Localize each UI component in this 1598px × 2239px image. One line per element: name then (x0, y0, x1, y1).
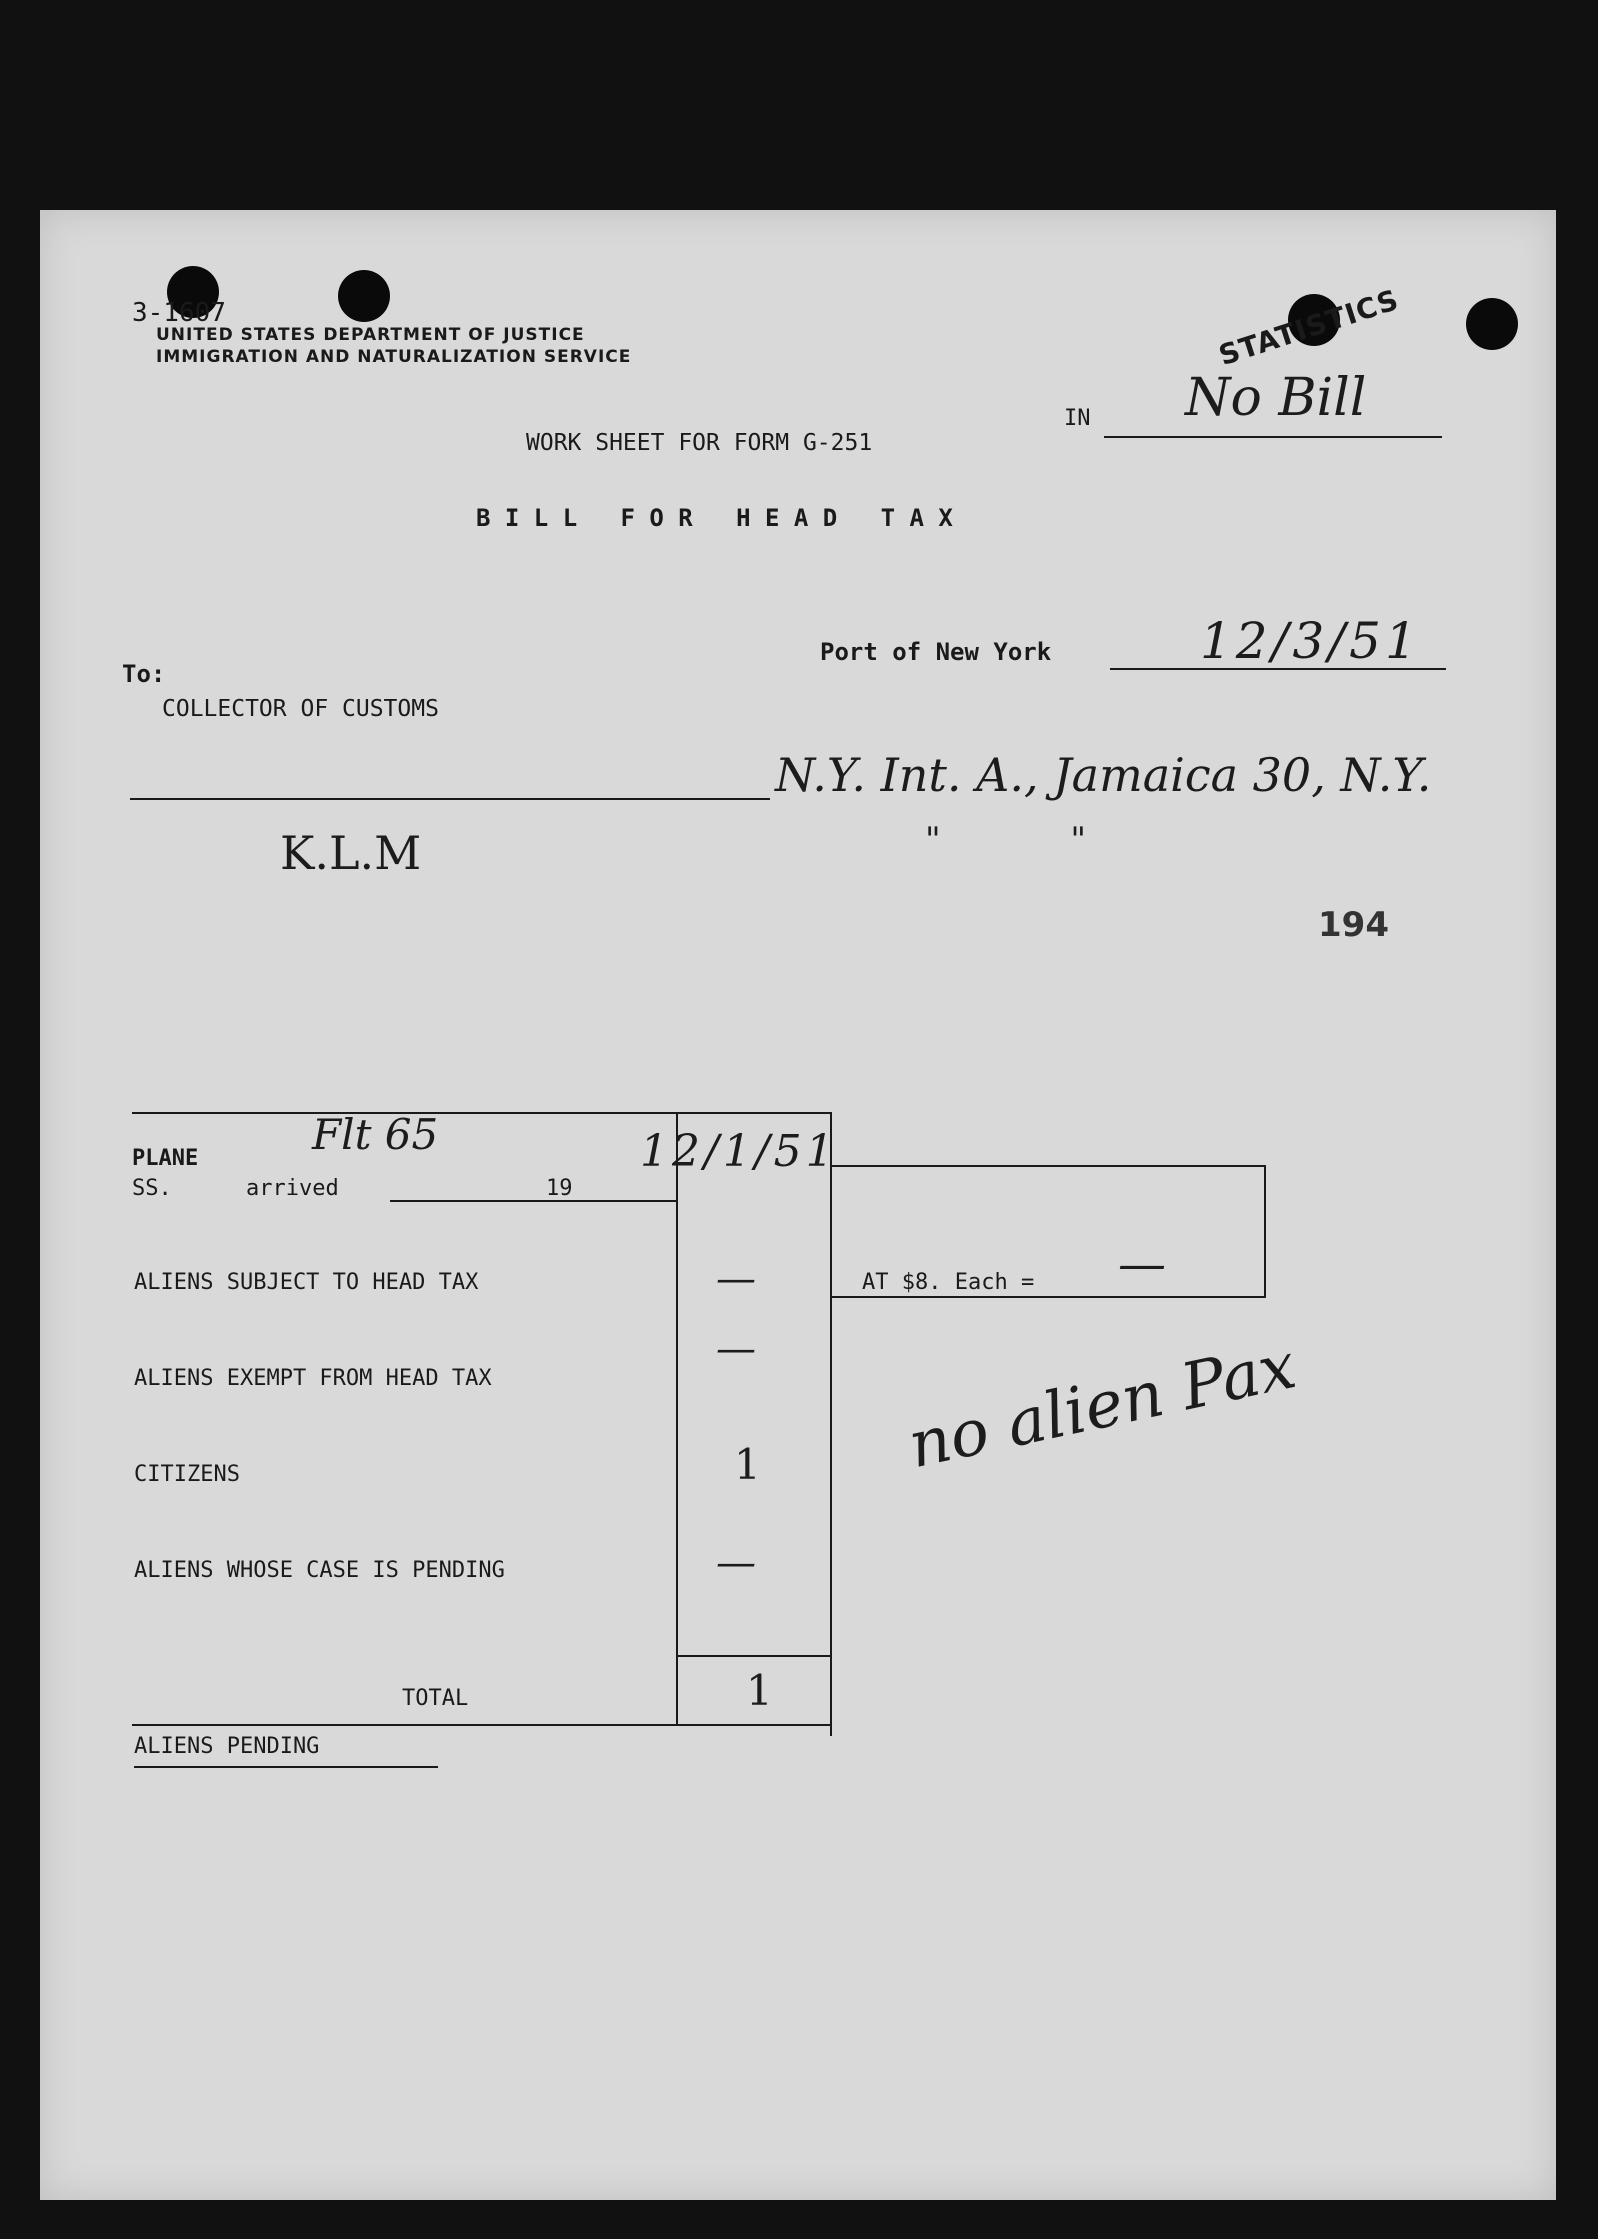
row-value-subject: — (716, 1256, 756, 1302)
row-label-pending: ALIENS WHOSE CASE IS PENDING (134, 1558, 505, 1583)
table-column-left-border (676, 1112, 678, 1724)
aliens-pending-label: ALIENS PENDING (134, 1734, 320, 1759)
row-label-exempt: ALIENS EXEMPT FROM HEAD TAX (134, 1366, 492, 1391)
ss-label: SS. (132, 1176, 172, 1201)
note-handwritten: no alien Pax (902, 1329, 1303, 1484)
flight-handwritten: Flt 65 (312, 1110, 439, 1159)
statistics-stamp: STATISTICS (1214, 283, 1403, 373)
row-label-citizens: CITIZENS (134, 1462, 240, 1487)
in-underline (1104, 436, 1442, 438)
table-top-border (132, 1112, 832, 1114)
punch-hole (338, 270, 390, 322)
year-prefix: 19 (546, 1176, 573, 1201)
rate-value-handwritten: — (1118, 1236, 1166, 1292)
number-stamp: 194 (1318, 905, 1389, 945)
carrier-handwritten: K.L.M (280, 826, 422, 880)
to-label: To: (122, 660, 166, 688)
in-value-handwritten: No Bill (1185, 368, 1367, 428)
bill-title: B I L L F O R H E A D T A X (476, 504, 953, 532)
worksheet-title: WORK SHEET FOR FORM G-251 (526, 430, 873, 456)
address-handwritten: N.Y. Int. A., Jamaica 30, N.Y. (775, 748, 1432, 802)
rate-label: AT $8. Each = (862, 1270, 1035, 1295)
arrival-date-handwritten: 12/1/51 (640, 1126, 838, 1177)
row-value-pending: — (716, 1540, 756, 1586)
form-number: 3-1607 (132, 298, 226, 328)
total-value-handwritten: 1 (746, 1666, 773, 1715)
ditto-handwritten: " " (925, 820, 1086, 860)
plane-label: PLANE (132, 1146, 199, 1171)
row-value-citizens: 1 (734, 1440, 761, 1489)
port-date-handwritten: 12/3/51 (1200, 612, 1421, 670)
rate-box-top (832, 1165, 1264, 1167)
department-name: UNITED STATES DEPARTMENT OF JUSTICE (156, 325, 585, 345)
table-column-right-border (830, 1112, 832, 1736)
punch-hole (1466, 298, 1518, 350)
recipient-name: COLLECTOR OF CUSTOMS (162, 696, 439, 722)
table-bottom-border (132, 1724, 832, 1726)
in-label: IN (1064, 406, 1091, 431)
arrived-label: arrived (246, 1176, 339, 1201)
rate-box-right (1264, 1165, 1266, 1297)
row-label-subject: ALIENS SUBJECT TO HEAD TAX (134, 1270, 479, 1295)
row-value-exempt: — (716, 1326, 756, 1372)
total-top-border (676, 1655, 832, 1657)
arrived-underline (390, 1200, 676, 1202)
rate-box-bottom (832, 1296, 1266, 1298)
port-label: Port of New York (820, 638, 1052, 666)
address-underline (130, 798, 770, 800)
service-name: IMMIGRATION AND NATURALIZATION SERVICE (156, 347, 632, 367)
total-label: TOTAL (402, 1686, 469, 1711)
aliens-pending-underline (134, 1766, 438, 1768)
